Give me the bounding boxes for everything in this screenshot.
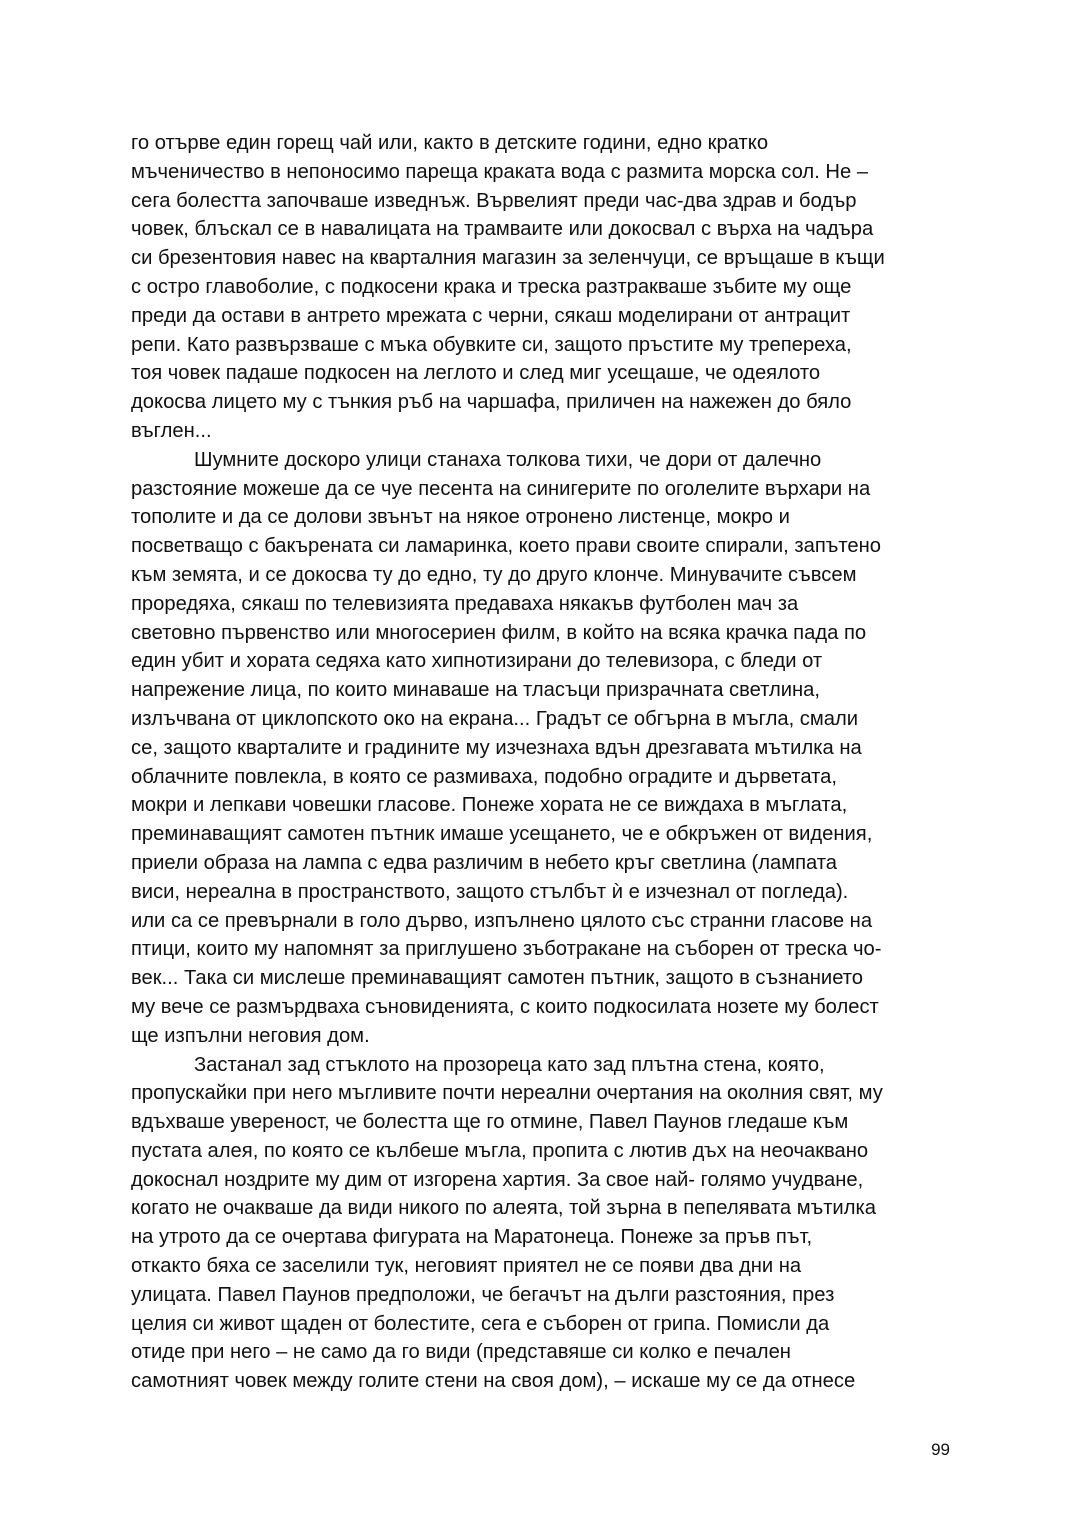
text-line: преди да остави в антрето мрежата с черни, сякаш моделирани от антрацит (131, 304, 851, 327)
text-line: посветващо с бакърената си ламаринка, което прави своите спирали, запътено (131, 535, 882, 558)
text-line: когато не очакваше да види никого по алеята, той зърна в пепелявата мътилка (131, 1197, 876, 1220)
text-line: тоя човек падаше подкосен на леглото и след миг усещаше, че одеялото (131, 362, 821, 385)
text-line: към земята, и се докосва ту до едно, ту до друго клонче. Минувачите съвсем (131, 563, 857, 586)
text-line: улицата. Павел Паунов предположи, че бегачът на дълги разстояния, през (131, 1283, 835, 1306)
text-line: с остро главоболие, с подкосени крака и треска разтракваше зъбите му още (131, 275, 852, 298)
text-line: човек, блъскал се в навалицата на трамваите или докосвал с върха на чадъра (131, 218, 874, 241)
body-text (131, 129, 951, 1396)
text-line: ще изпълни неговия дом. (131, 1024, 370, 1047)
text-line: разстояние можеше да се чуе песента на синигерите по оголелите върхари на (131, 477, 871, 500)
text-line: си брезентовия навес на кварталния магазин за зеленчуци, се връщаше в къщи (131, 247, 885, 270)
text-line: въглен... (131, 419, 212, 442)
paragraph (131, 446, 951, 1051)
text-line: световно първенство или многосериен филм, в който на всяка крачка пада по (131, 621, 867, 644)
text-line: докоснал ноздрите му дим от изгорена хартия. За свое най- голямо учудване, (131, 1168, 864, 1191)
text-line: излъчвана от циклопското око на екрана... Градът се обгърна в мъгла, смали (131, 707, 859, 730)
paragraph (131, 129, 951, 446)
text-line: Застанал зад стъклото на прозореца като зад плътна стена, която, (194, 1053, 825, 1076)
text-line: един убит и хората седяха като хипнотизирани до телевизора, с бледи от (131, 650, 823, 673)
text-line: пустата алея, по която се кълбеше мъгла, пропита с лютив дъх на неочаквано (131, 1139, 869, 1162)
text-line: приели образа на лампа с едва различим в небето кръг светлина (лампата (131, 851, 838, 874)
text-line: му вече се размърдваха съновиденията, с които подкосилата нозете му болест (131, 995, 879, 1018)
text-line: откакто бяха се заселили тук, неговият приятел не се появи два дни на (131, 1255, 802, 1278)
text-line: тополите и да се долови звънът на някое отронено листенце, мокро и (131, 506, 790, 529)
text-line: самотният човек между голите стени на своя дом), – искаше му се да отнесе (131, 1370, 856, 1393)
text-line: вдъхваше увереност, че болестта ще го отмине, Павел Паунов гледаше към (131, 1111, 849, 1134)
text-line: докосва лицето му с тънкия ръб на чаршафа, приличен на нажежен до бяло (131, 391, 852, 414)
text-line: го отърве един горещ чай или, както в детските години, едно кратко (131, 132, 769, 154)
text-line: или са се превърнали в голо дърво, изпълнено цялото със странни гласове на (131, 909, 873, 932)
text-line: мокри и лепкави човешки гласове. Понеже хората не се виждаха в мъглата, (131, 794, 848, 817)
paragraph (131, 1051, 951, 1397)
text-line: век... Така си мислеше преминаващият самотен пътник, защото в съзнанието (131, 967, 864, 990)
text-line: се, защото кварталите и градините му изчезнаха вдън дрезгавата мътилка на (131, 736, 862, 759)
text-line: напрежение лица, по които минаваше на тласъци призрачната светлина, (131, 679, 821, 702)
text-line: преминаващият самотен пътник имаше усещането, че е обкръжен от видения, (131, 823, 873, 846)
text-line: пропускайки при него мъгливите почти нереални очертания на околния свят, му (131, 1082, 883, 1105)
text-line: целия си живот щаден от болестите, сега е съборен от грипа. Помисли да (131, 1312, 830, 1335)
text-line: на утрото да се очертава фигурата на Маратонеца. Понеже за пръв път, (131, 1226, 813, 1249)
text-line: проредяха, сякаш по телевизията предаваха някакъв футболен мач за (131, 592, 799, 615)
text-line: репи. Като развързваше с мъка обувките си, защото пръстите му трепереха, (131, 333, 852, 356)
text-line: птици, които му напомнят за приглушено зъботракане на съборен от треска чо- (131, 938, 882, 961)
text-line: Шумните доскоро улици станаха толкова тихи, че дори от далечно (194, 448, 822, 471)
text-line: облачните повлекла, в която се размиваха, подобно оградите и дърветата, (131, 765, 837, 788)
page-number: 99 (931, 1440, 950, 1459)
text-line: виси, нереална в пространството, защото стълбът ѝ е изчезнал от погледа). (131, 880, 849, 903)
text-line: сега болестта започваше изведнъж. Вървелият преди час-два здрав и бодър (131, 189, 857, 212)
text-line: отиде при него – не само да го види (представяше си колко е печален (131, 1341, 791, 1364)
text-line: мъченичество в непоносимо пареща краката вода с размита морска сол. Не – (131, 160, 869, 183)
